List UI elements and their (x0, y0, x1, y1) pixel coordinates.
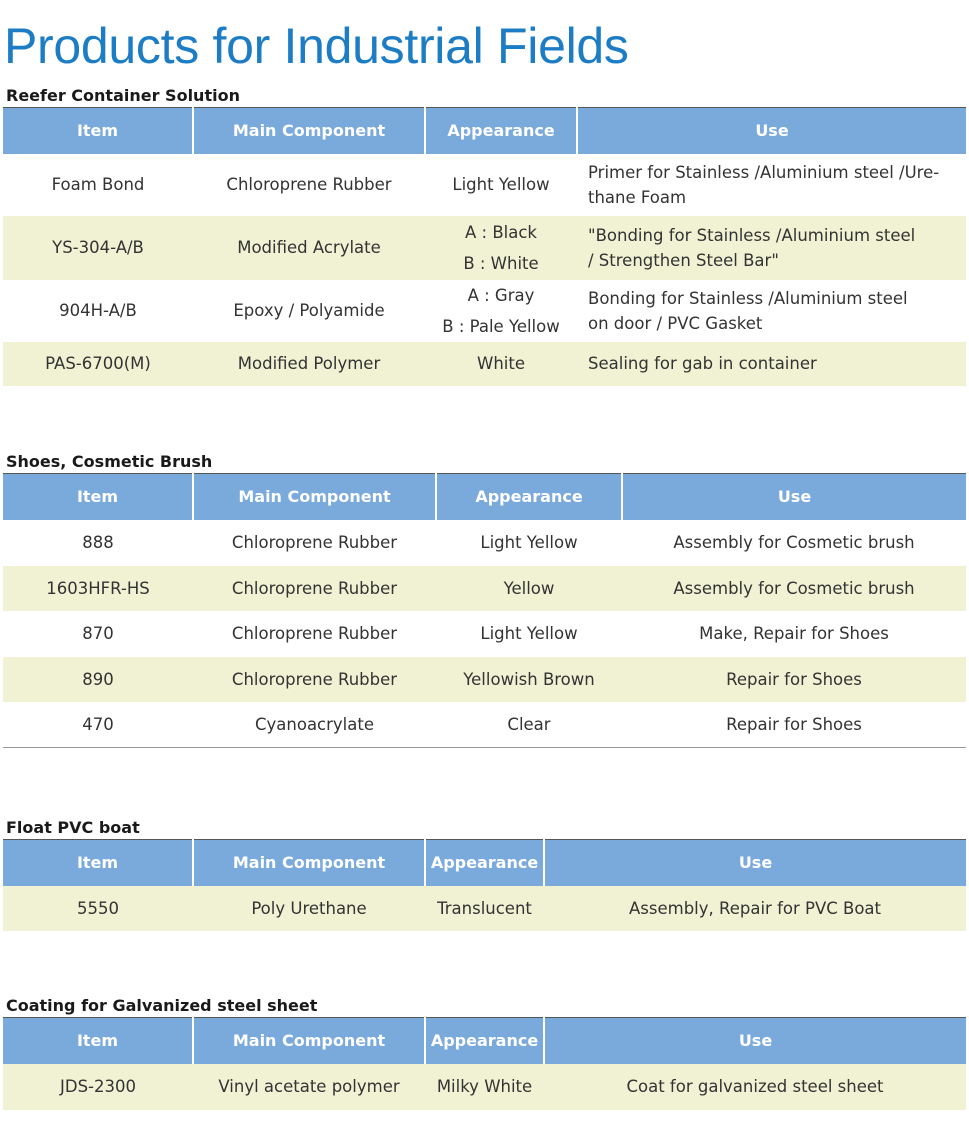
cell-item: 870 (82, 624, 114, 643)
cell-use (577, 154, 966, 216)
col-header-appearance: Appearance (425, 840, 544, 886)
table-row (3, 886, 966, 931)
cell-appearance (425, 216, 577, 280)
cell-appearance (425, 342, 577, 386)
section-title: Shoes, Cosmetic Brush (6, 452, 213, 471)
cell-component: Modified Polymer (193, 342, 425, 386)
cell-item: 888 (82, 533, 114, 552)
col-header-use: Use (544, 840, 966, 886)
use-line: Primer for Stainless /Aluminium steel /Ure- (588, 162, 940, 182)
appearance-line: B : White (463, 253, 539, 273)
col-header-item: Item (3, 1018, 193, 1064)
table-row (3, 342, 966, 386)
appearance-line: Light Yellow (452, 175, 550, 194)
cell-component: Vinyl acetate polymer (193, 1064, 425, 1110)
col-header-use: Use (622, 474, 966, 520)
cell-use: Assembly for Cosmetic brush (622, 566, 966, 611)
section-title: Coating for Galvanized steel sheet (6, 996, 318, 1015)
cell-appearance: Translucent (425, 886, 544, 931)
table-row (3, 702, 966, 748)
cell-component: Chloroprene Rubber (193, 566, 436, 611)
appearance-line: White (477, 354, 525, 373)
cell-use (577, 216, 966, 280)
coating-table (3, 1017, 966, 1110)
cell-item: 470 (3, 702, 193, 748)
section-reefer-container (3, 85, 966, 386)
col-header-main-component: Main Component (193, 474, 436, 520)
appearance-line: B : Pale Yellow (442, 316, 560, 336)
float-pvc-table (3, 839, 966, 931)
col-header-item: Item (3, 108, 193, 154)
cell-item: 5550 (3, 886, 193, 931)
table-row (3, 657, 966, 702)
cell-appearance: Yellowish Brown (436, 657, 622, 702)
col-header-item: Item (3, 474, 193, 520)
cell-component: Chloroprene Rubber (231, 533, 398, 552)
cell-item: JDS-2300 (3, 1064, 193, 1110)
page-title: Products for Industrial Fields (4, 18, 629, 74)
cell-use: Repair for Shoes (622, 702, 966, 748)
reefer-table (3, 107, 966, 386)
cell-component: Chloroprene Rubber (193, 657, 436, 702)
table-row (3, 216, 966, 280)
cell-use (577, 280, 966, 342)
cell-item: 1603HFR-HS (3, 566, 193, 611)
cell-item: 890 (3, 657, 193, 702)
cell-use: Make, Repair for Shoes (699, 624, 889, 643)
col-header-main-component: Main Component (193, 108, 425, 154)
cell-item: PAS-6700(M) (3, 342, 193, 386)
use-line: "Bonding for Stainless /Aluminium steel (588, 225, 916, 245)
cell-item: YS-304-A/B (3, 216, 193, 280)
cell-use (577, 342, 966, 386)
col-header-use: Use (544, 1018, 966, 1064)
section-coating-galvanized-steel (3, 995, 966, 1110)
cell-appearance: Yellow (436, 566, 622, 611)
use-line: Bonding for Stainless /Aluminium steel (588, 288, 908, 308)
cell-component: Chloroprene Rubber (231, 624, 398, 643)
cell-component: Epoxy / Polyamide (233, 301, 385, 320)
section-title: Reefer Container Solution (6, 86, 240, 105)
appearance-line: A : Black (465, 222, 537, 242)
col-header-main-component: Main Component (193, 1018, 425, 1064)
use-line: thane Foam (588, 187, 687, 207)
cell-appearance: Clear (436, 702, 622, 748)
cell-use: Coat for galvanized steel sheet (544, 1064, 966, 1110)
cell-appearance (425, 280, 577, 342)
use-line: on door / PVC Gasket (588, 313, 763, 333)
cell-use: Assembly for Cosmetic brush (673, 533, 915, 552)
section-shoes-cosmetic-brush (3, 451, 966, 748)
table-row (3, 566, 966, 611)
cell-appearance (425, 154, 577, 216)
cell-component: Cyanoacrylate (193, 702, 436, 748)
col-header-appearance: Appearance (425, 1018, 544, 1064)
appearance-line: A : Gray (467, 285, 535, 305)
cell-component: Modified Acrylate (193, 216, 425, 280)
col-header-appearance: Appearance (425, 108, 577, 154)
table-row (3, 520, 966, 566)
cell-appearance: Light Yellow (480, 533, 578, 552)
cell-component: Chloroprene Rubber (226, 175, 392, 194)
cell-item: Foam Bond (51, 175, 145, 194)
cell-appearance: Light Yellow (480, 624, 578, 643)
col-header-appearance: Appearance (436, 474, 622, 520)
table-row (3, 611, 966, 657)
use-line: Sealing for gab in container (588, 354, 817, 373)
table-row (3, 1064, 966, 1110)
cell-use: Repair for Shoes (622, 657, 966, 702)
table-row (3, 154, 966, 216)
col-header-use: Use (577, 108, 966, 154)
cell-component: Poly Urethane (193, 886, 425, 931)
col-header-item: Item (3, 840, 193, 886)
cell-use: Assembly, Repair for PVC Boat (544, 886, 966, 931)
cell-item: 904H-A/B (59, 301, 137, 320)
col-header-main-component: Main Component (193, 840, 425, 886)
shoes-table (3, 473, 966, 748)
section-float-pvc-boat (3, 817, 966, 931)
cell-appearance: Milky White (425, 1064, 544, 1110)
table-row (3, 280, 966, 342)
section-title: Float PVC boat (6, 818, 140, 837)
use-line: / Strengthen Steel Bar" (588, 250, 779, 270)
